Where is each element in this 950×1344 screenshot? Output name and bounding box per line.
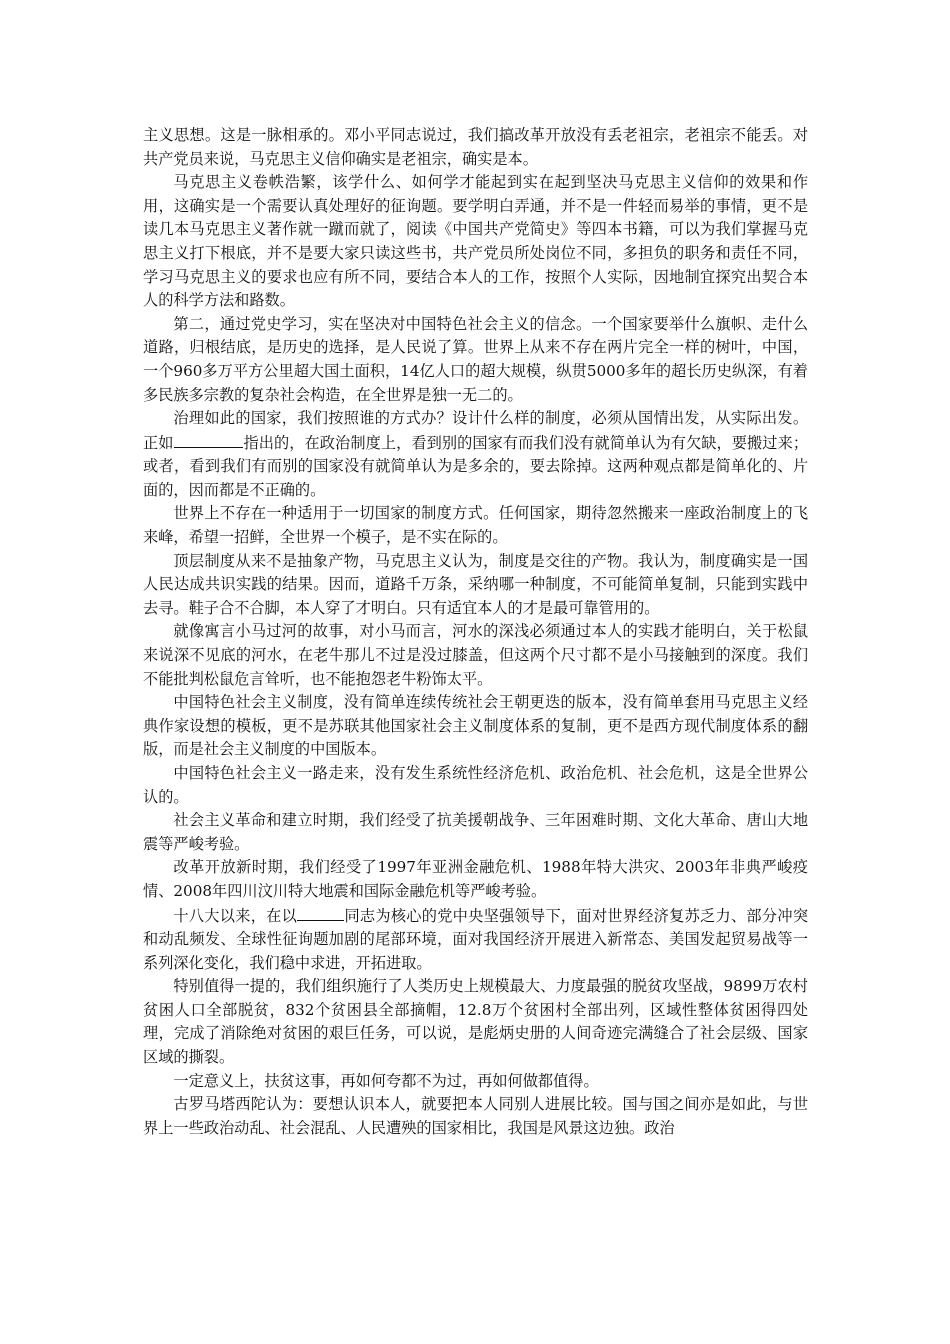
paragraph-text: 指出的，在政治制度上，看到别的国家有而我们没有就简单认为有欠缺，要搬过来；或者，看到我们有而别的国家没有就简单认为是多余的，要去除掉。这两种观点都是简单化的、片面的，因而都是不正确的。 bbox=[143, 433, 809, 499]
paragraph: 古罗马塔西陀认为：要想认识本人，就要把本人同别人进展比较。国与国之间亦是如此，与世界上一些政治动乱、社会混乱、人民遭殃的国家相比，我国是风景这边独。政治 bbox=[143, 1095, 808, 1137]
paragraph: 中国特色社会主义制度，没有简单连续传统社会王朝更迭的版本，没有简单套用马克思主义经典作家设想的模板，更不是苏联其他国家社会主义制度体系的复制，更不是西方现代制度体系的翻版，而是社会主义制度的中国版本。 bbox=[143, 693, 808, 759]
paragraph-text: 十八大以来，在以 bbox=[173, 906, 298, 925]
fill-in-blank bbox=[297, 904, 344, 921]
paragraph-text: 同志为核心的党中央坚强领导下，面对世界经济复苏乏力、部分冲突和动乱频发、全球性征询题加剧的尾部环境，面对我国经济开展进入新常态、美国发起贸易战等一系列深化变化，我们稳中求进，开拓进取。 bbox=[143, 906, 809, 972]
paragraph: 改革开放新时期，我们经受了1997年亚洲金融危机、1988年特大洪灾、2003年非典严峻疫情、2008年四川汶川特大地震和国际金融危机等严峻考验。 bbox=[143, 858, 808, 900]
paragraph-text: 治理如此的国家，我们按照谁的方式办？设计什么样的制度，必须从国情出发，从实际出发。正如 bbox=[143, 409, 808, 452]
paragraph: 第二，通过党史学习，实在坚决对中国特色社会主义的信念。一个国家要举什么旗帜、走什么道路，归根结底，是历史的选择，是人民说了算。世界上从来不存在两片完全一样的树叶，中国，一个960多万平方公里超大国土面积，14亿人口的超大规模，纵贯5000多年的超长历史纵深，有着多民族多宗教的复杂社会构造，在全世界是独一无二的。 bbox=[143, 314, 808, 404]
paragraph: 世界上不存在一种适用于一切国家的制度方式。任何国家，期待忽然搬来一座政治制度上的飞来峰，希望一招鲜，全世界一个模子，是不实在际的。 bbox=[143, 504, 808, 547]
document-page bbox=[143, 124, 808, 1140]
paragraph: 特别值得一提的，我们组织施行了人类历史上规模最大、力度最强的脱贫攻坚战，9899万农村贫困人口全部脱贫，832个贫困县全部摘帽，12.8万个贫困村全部出列，区域性整体贫困得四处理，完成了消除绝对贫困的艰巨任务，可以说，是彪炳史册的人间奇迹完满缝合了社会层级、国家区域的撕裂。 bbox=[143, 977, 808, 1067]
paragraph bbox=[143, 407, 808, 502]
paragraph: 顶层制度从来不是抽象产物，马克思主义认为，制度是交往的产物。我认为，制度确实是一国人民达成共识实践的结果。因而，道路千万条，采纳哪一种制度，不可能简单复制，只能到实践中去寻。鞋子合不合脚，本人穿了才明白。只有适宜本人的才是最可靠管用的。 bbox=[143, 551, 808, 617]
paragraph: 一定意义上，扶贫这事，再如何夸都不为过，再如何做都值得。 bbox=[173, 1071, 599, 1090]
paragraph: 马克思主义卷帙浩繁，该学什么、如何学才能起到实在起到坚决马克思主义信仰的效果和作用，这确实是一个需要认真处理好的征询题。要学明白弄通，并不是一件轻而易举的事情，更不是读几本马克思主义著作就一蹴而就了，阅读《中国共产党简史》等四本书籍，可以为我们掌握马克思主义打下根底，并不是要大家只读这些书，共产党员所处岗位不同，多担负的职务和责任不同，学习马克思主义的要求也应有所不同，要结合本人的工作，按照个人实际，因地制宜探究出契合本人的科学方法和路数。 bbox=[143, 173, 808, 310]
paragraph: 主义思想。这是一脉相承的。邓小平同志说过，我们搞改革开放没有丢老祖宗，老祖宗不能丢。对共产党员来说，马克思主义信仰确实是老祖宗，确实是本。 bbox=[143, 126, 808, 168]
paragraph bbox=[143, 904, 808, 976]
fill-in-blank bbox=[174, 431, 244, 448]
paragraph: 社会主义革命和建立时期，我们经受了抗美援朝战争、三年困难时期、文化大革命、唐山大地震等严峻考验。 bbox=[143, 811, 808, 853]
paragraph: 中国特色社会主义一路走来，没有发生系统性经济危机、政治危机、社会危机，这是全世界公认的。 bbox=[143, 763, 808, 806]
paragraph: 就像寓言小马过河的故事，对小马而言，河水的深浅必须通过本人的实践才能明白，关于松鼠来说深不见底的河水，在老牛那儿不过是没过膝盖，但这两个尺寸都不是小马接触到的深度。我们不能批判松鼠危言耸听，也不能抱怨老牛粉饰太平。 bbox=[143, 622, 808, 688]
